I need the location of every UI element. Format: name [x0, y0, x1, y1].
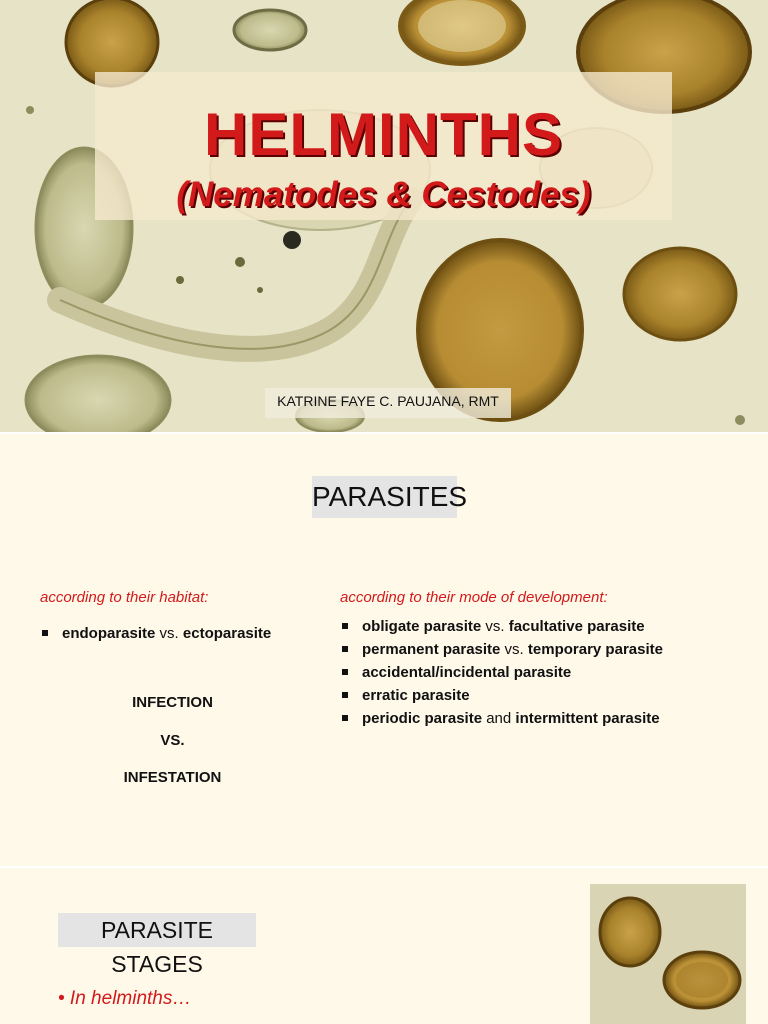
parasite-term: periodic parasite	[362, 710, 483, 727]
bullet-item	[40, 622, 271, 645]
slide-title: HELMINTHS	[204, 101, 563, 168]
connector-text: and	[482, 710, 516, 727]
stages-bullet: • In helminths…	[58, 988, 192, 1009]
infestation-label: INFESTATION	[123, 769, 222, 786]
parasite-term: ectoparasite	[182, 625, 272, 642]
parasite-term: erratic parasite	[362, 687, 470, 704]
slide-title: PARASITES	[312, 476, 457, 518]
parasites-slide	[0, 434, 768, 866]
slide-title: PARASITE STAGES	[58, 913, 256, 947]
parasite-term: temporary parasite	[527, 641, 663, 658]
vs-label: VS.	[160, 732, 185, 749]
parasite-term: intermittent parasite	[515, 710, 660, 727]
title-slide	[0, 0, 768, 432]
bullet-item	[340, 615, 663, 638]
infection-label: INFECTION	[132, 694, 213, 711]
parasite-term: obligate parasite	[362, 618, 482, 635]
connector-text: vs.	[500, 641, 528, 658]
helminth-eggs-photo	[590, 884, 746, 1024]
square-bullet-icon	[342, 715, 348, 721]
slide-subtitle: (Nematodes & Cestodes)	[176, 175, 591, 214]
connector-text: vs.	[481, 618, 509, 635]
bullet-item	[340, 638, 663, 661]
development-heading: according to their mode of development:	[340, 589, 608, 606]
connector-text: vs.	[155, 625, 183, 642]
square-bullet-icon	[342, 623, 348, 629]
parasite-term: permanent parasite	[362, 641, 501, 658]
bullet-item	[340, 684, 663, 707]
bullet-item	[340, 707, 663, 730]
square-bullet-icon	[342, 669, 348, 675]
author-name: KATRINE FAYE C. PAUJANA, RMT	[277, 393, 499, 409]
parasite-term: endoparasite	[62, 625, 156, 642]
bullet-item	[340, 661, 663, 684]
parasite-stages-slide	[0, 868, 768, 1024]
parasite-term: facultative parasite	[508, 618, 645, 635]
habitat-heading: according to their habitat:	[40, 589, 209, 606]
parasite-term: accidental/incidental parasite	[362, 664, 572, 681]
square-bullet-icon	[342, 646, 348, 652]
square-bullet-icon	[342, 692, 348, 698]
habitat-list	[40, 622, 271, 645]
square-bullet-icon	[42, 630, 48, 636]
development-list	[340, 615, 663, 730]
